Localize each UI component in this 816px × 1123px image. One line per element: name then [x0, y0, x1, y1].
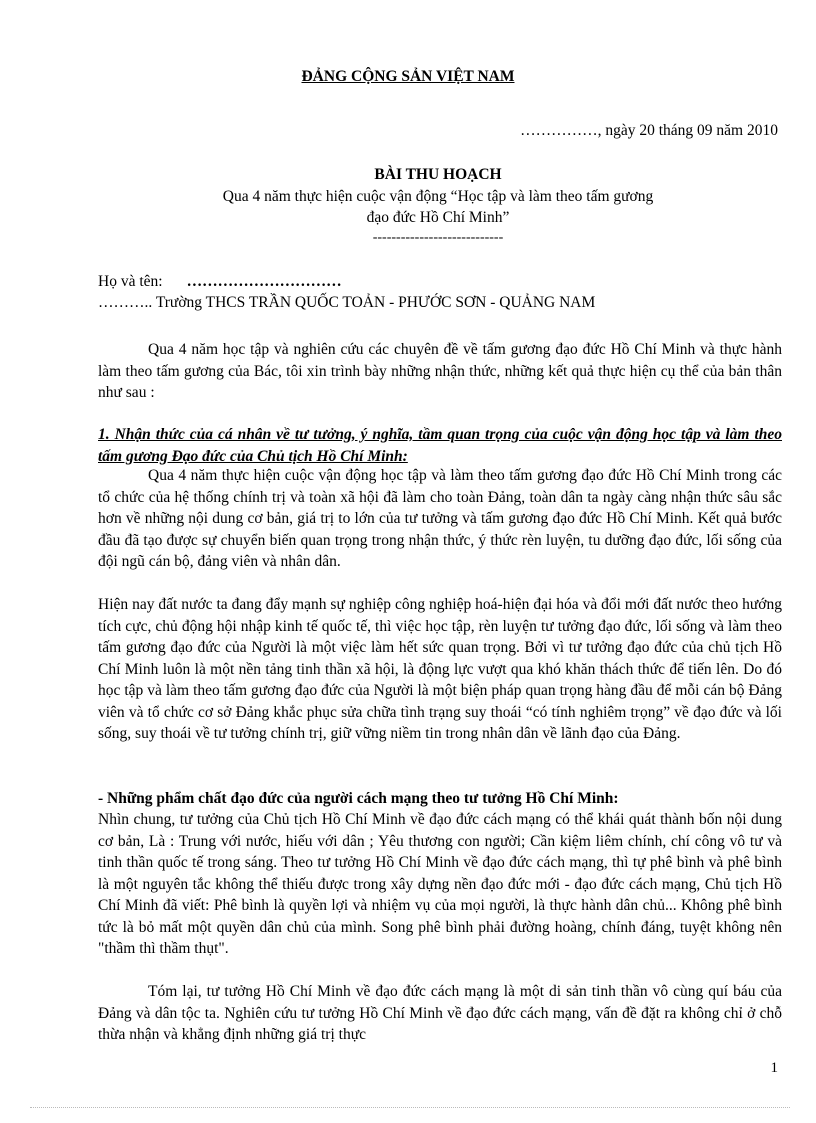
date-line: ……………, ngày 20 tháng 09 năm 2010: [520, 122, 778, 139]
section-1-subheading: - Những phẩm chất đạo đức của người cách mạng theo tư tưởng Hồ Chí Minh:: [98, 790, 619, 807]
page-number: 1: [770, 1060, 778, 1076]
section-1-paragraph-4: Tóm lại, tư tưởng Hồ Chí Minh về đạo đức cách mạng là một di sản tinh thần vô cùng quí báu của Đảng và dân tộc ta. Nghiên cứu tư tưởng Hồ Chí Minh về đạo đức cách mạng, vấn đề đặt ra không chỉ ở chỗ thừa nhận và khẳng định những giá trị thực: [98, 983, 782, 1043]
document-subtitle: [0, 186, 816, 228]
title-divider: ----------------------------: [372, 230, 504, 245]
section-1-paragraph-3: Nhìn chung, tư tưởng của Chủ tịch Hồ Chí Minh về đạo đức cách mạng có thể khái quát thành bốn nội dung cơ bản, Là : Trung với nước, hiếu với dân ; Yêu thương con người; Cần kiệm liêm chính, chí công vô tư và tinh thần quốc tế trong sáng. Theo tư tưởng Hồ Chí Minh về đạo đức cách mạng, thì tự phê bình và phê bình là một nguyên tắc không thể thiếu được trong xây dựng nền đạo đức mới - đạo đức cách mạng, Chủ tịch Hồ Chí Minh đã viết: Phê bình là quyền lợi và nhiệm vụ của mọi người, là thực hành dân chủ... Không phê bình tức là bỏ mất một quyền dân chủ của mình. Song phê bình phải đường hoàng, chính đáng, tuyệt không nên "thầm thì thầm thụt".: [98, 811, 782, 957]
name-value: …………………………: [186, 273, 342, 290]
section-1-heading: 1. Nhận thức của cá nhân về tư tưởng, ý nghĩa, tầm quan trọng của cuộc vận động học tập và làm theo tấm gương Đạo đức của Chủ tịch Hồ Chí Minh:: [98, 426, 782, 465]
author-name-line: [98, 273, 342, 291]
school-line: ……….. Trường THCS TRẦN QUỐC TOẢN - PHƯỚC SƠN - QUẢNG NAM: [98, 294, 596, 311]
subtitle-line-1: Qua 4 năm thực hiện cuộc vận động “Học tập và làm theo tấm gương: [222, 188, 654, 205]
section-1-paragraph-1: Qua 4 năm thực hiện cuộc vận động học tập và làm theo tấm gương đạo đức Hồ Chí Minh trong các tổ chức của hệ thống chính trị và toàn xã hội đã làm cho toàn Đảng, toàn dân ta ngày càng nhận thức sâu sắc hơn về những nội dung cơ bản, giá trị to lớn của tư tưởng và tấm gương đạo đức Hồ Chí Minh. Kết quả bước đầu đã tạo được sự chuyển biến quan trọng trong nhận thức, ý thức rèn luyện, tu dưỡng đạo đức, lối sống của đội ngũ cán bộ, đảng viên và nhân dân.: [98, 467, 782, 570]
section-1-paragraph-2: Hiện nay đất nước ta đang đẩy mạnh sự nghiệp công nghiệp hoá-hiện đại hóa và đổi mới đất nước theo hướng tích cực, chủ động hội nhập kinh tế quốc tế, thì việc học tập, rèn luyện tư tưởng đạo đức, lối sống và làm theo tấm gương đạo đức của Người là một việc làm hết sức quan trọng. Bởi vì tư tưởng đạo đức của chủ tịch Hồ Chí Minh luôn là một nền tảng tinh thần xã hội, là động lực vượt qua khó khăn thách thức để tiến lên. Do đó học tập và làm theo tấm gương đạo đức của Người là một biện pháp quan trọng hàng đầu để mỗi cán bộ Đảng viên và tổ chức cơ sở Đảng khắc phục sửa chữa tình trạng suy thoái “có tính nghiêm trọng” về đạo đức và lối sống, suy thoái về tư tưởng chính trị, giữ vững niềm tin trong nhân dân về lãnh đạo của Đảng.: [98, 596, 782, 742]
document-title: BÀI THU HOẠCH: [374, 166, 502, 183]
intro-paragraph: Qua 4 năm học tập và nghiên cứu các chuyên đề về tấm gương đạo đức Hồ Chí Minh và thực hành làm theo tấm gương của Bác, tôi xin trình bày những nhận thức, những kết quả thực hiện cụ thể của bản thân như sau :: [98, 341, 782, 401]
footer-divider: [30, 1107, 790, 1108]
name-label: Họ và tên:: [98, 273, 163, 290]
subtitle-line-2: đạo đức Hồ Chí Minh”: [366, 209, 510, 226]
party-header: ĐẢNG CỘNG SẢN VIỆT NAM: [301, 68, 515, 85]
